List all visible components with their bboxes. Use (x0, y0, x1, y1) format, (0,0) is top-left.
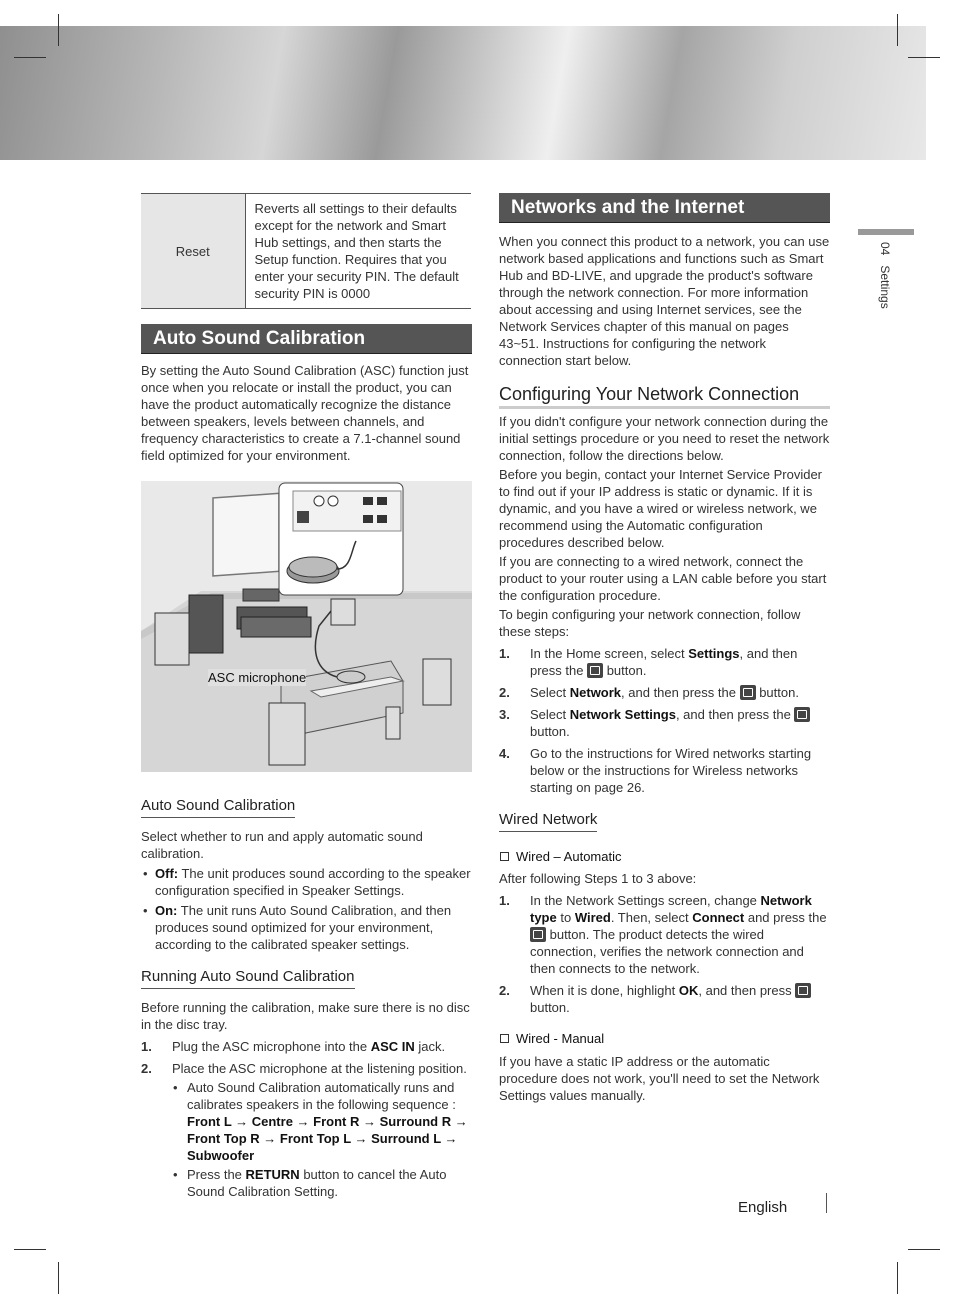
step-number: 2. (499, 685, 510, 700)
list-item (499, 982, 830, 1016)
step-number: 1. (499, 646, 510, 661)
reset-value: Reverts all settings to their defaults except for the network and Smart Hub settings, and then starts the Setup function. Requires that you enter your security PIN. The default security PIN is 0000 (254, 201, 459, 301)
return-label: RETURN (245, 1167, 300, 1182)
asc-sub-text: Select whether to run and apply automatic sound calibration. (141, 829, 423, 861)
wired-automatic-text: After following Steps 1 to 3 above: (499, 871, 697, 886)
asc-intro: By setting the Auto Sound Calibration (ASC) function just once when you relocate or install the product, you can have the product automatically recognize the distance between speakers, levels between channels, and frequency characteristics to create a 7.1-channel sound field optimized for your environment. (141, 363, 469, 463)
list-item (499, 684, 830, 701)
off-label: Off: (155, 866, 179, 881)
asc-in-label: ASC IN (370, 1039, 415, 1054)
step-text: button. (530, 1000, 570, 1015)
enter-button-icon (795, 983, 811, 998)
step-text: Place the ASC microphone at the listening position. (172, 1061, 467, 1076)
step-text: . Then, select (610, 910, 693, 925)
reset-table (141, 193, 471, 309)
wired-manual-title: Wired - Manual (516, 1031, 605, 1046)
wired-manual-text: If you have a static IP address or the automatic procedure does not work, you'll need to set the Network Settings values manually. (499, 1054, 820, 1103)
connect-label: Connect (692, 910, 745, 925)
running-asc-subheading: Running Auto Sound Calibration (141, 968, 355, 989)
list-item (499, 745, 830, 796)
chapter-tab (858, 229, 914, 235)
list-item (141, 1166, 472, 1200)
step-text: button. The product detects the wired connection, verifies the network connection and then connects to the network. (530, 927, 804, 976)
step-text: button to cancel the Auto Sound Calibration Setting. (187, 1167, 447, 1199)
sequence-intro: Auto Sound Calibration automatically runs and calibrates speakers in the following sequence : (187, 1080, 456, 1112)
config-heading: Configuring Your Network Connection (499, 386, 830, 409)
crop-mark (897, 1262, 898, 1294)
wired-manual-heading (499, 1030, 830, 1047)
step-number: 2. (499, 983, 510, 998)
ok-label: OK (678, 983, 699, 998)
wired-label: Wired (574, 910, 611, 925)
step-text: Select (530, 685, 570, 700)
wired-automatic-title: Wired – Automatic (516, 849, 622, 864)
enter-button-icon (740, 685, 756, 700)
step-text: , and then press (698, 983, 796, 998)
network-intro: When you connect this product to a network, you can use network based applications and functions such as Smart Hub and BD-LIVE, and upgrade the product's software through the network connection. For more information about accessing and using Internet services, see the Network Services chapter of this manual on pages 43~51. Instructions for configuring the network connection start below. (499, 234, 830, 368)
crop-mark (908, 1249, 940, 1250)
step-number: 2. (141, 1061, 152, 1076)
running-asc-text: Before running the calibration, make sure there is no disc in the disc tray. (141, 1000, 470, 1032)
enter-button-icon (587, 663, 603, 678)
list-item (499, 645, 830, 679)
step-text: In the Home screen, select (530, 646, 689, 661)
on-label: On: (155, 903, 178, 918)
step-text: button. (603, 663, 647, 678)
step-text: and press the (744, 910, 827, 925)
settings-label: Settings (688, 646, 740, 661)
list-item (141, 902, 472, 953)
list-item (141, 865, 472, 899)
right-column (499, 193, 830, 1104)
step-number: 3. (499, 707, 510, 722)
chapter-label (876, 242, 893, 309)
config-paragraph: Before you begin, contact your Internet Service Provider to find out if your IP address is static or dynamic. If it is dynamic, and you have a wired or wireless network, we recommend using the Automatic configuration procedures described below. (499, 467, 823, 550)
enter-button-icon (530, 927, 546, 942)
network-label: Network (569, 685, 622, 700)
step-text: button. (530, 724, 570, 739)
step-text: , and then press the (530, 646, 798, 678)
off-text: The unit produces sound according to the speaker configuration specified in Speaker Settings. (155, 866, 471, 898)
network-section-title: Networks and the Internet (499, 193, 830, 223)
step-number: 1. (141, 1039, 152, 1054)
wired-automatic-heading (499, 848, 830, 865)
list-item (141, 1060, 472, 1077)
step-text: button. (755, 685, 799, 700)
crop-mark (897, 14, 898, 46)
step-text: Select (530, 707, 570, 722)
step-number: 1. (499, 893, 510, 908)
config-paragraph: If you didn't configure your network connection during the initial settings procedure or you need to reset the network connection, follow the directions below. (499, 414, 830, 463)
wired-network-subheading: Wired Network (499, 811, 597, 832)
crop-mark (58, 1262, 59, 1294)
step-text: jack. (414, 1039, 446, 1054)
step-text: When it is done, highlight (530, 983, 679, 998)
network-type-label: Network type (530, 893, 812, 925)
left-column (141, 193, 472, 1200)
config-paragraph: If you are connecting to a wired network, connect the product to your router using a LAN cable before you start the configuration procedure. (499, 554, 827, 603)
list-item (499, 706, 830, 740)
calibration-sequence: Front L → Centre → Front R → Surround R → Front Top R → Front Top L → Surround L → Subwoofer (187, 1114, 468, 1163)
footer-language: English (738, 1199, 788, 1216)
chapter-number: 04 (878, 242, 892, 256)
asc-section-title: Auto Sound Calibration (141, 324, 472, 354)
chapter-title: Settings (878, 265, 892, 309)
crop-mark (14, 57, 46, 58)
header-banner (0, 26, 926, 160)
asc-subheading: Auto Sound Calibration (141, 797, 295, 818)
step-number: 4. (499, 746, 510, 761)
speaker-setup-illustration (141, 481, 472, 772)
crop-mark (58, 14, 59, 46)
step-text: Go to the instructions for Wired networks starting below or the instructions for Wireless networks starting on page 26. (530, 746, 812, 795)
asc-figure (141, 481, 472, 772)
step-text: Plug the ASC microphone into the (172, 1039, 371, 1054)
step-text: Press the (187, 1167, 246, 1182)
on-text: The unit runs Auto Sound Calibration, and then produces sound optimized for your environment, according to the calibrated speaker settings. (155, 903, 452, 952)
crop-mark (14, 1249, 46, 1250)
list-item (499, 892, 830, 977)
step-text: to (556, 910, 575, 925)
crop-mark (908, 57, 940, 58)
footer-divider (826, 1193, 827, 1213)
step-text: , and then press the (675, 707, 795, 722)
list-item (141, 1079, 472, 1164)
network-settings-label: Network Settings (569, 707, 676, 722)
list-item (141, 1038, 472, 1055)
enter-button-icon (794, 707, 810, 722)
asc-microphone-label: ASC microphone (208, 670, 307, 685)
step-text: In the Network Settings screen, change (530, 893, 761, 908)
reset-key: Reset (141, 194, 245, 309)
step-text: , and then press the (621, 685, 740, 700)
config-paragraph: To begin configuring your network connection, follow these steps: (499, 607, 801, 639)
